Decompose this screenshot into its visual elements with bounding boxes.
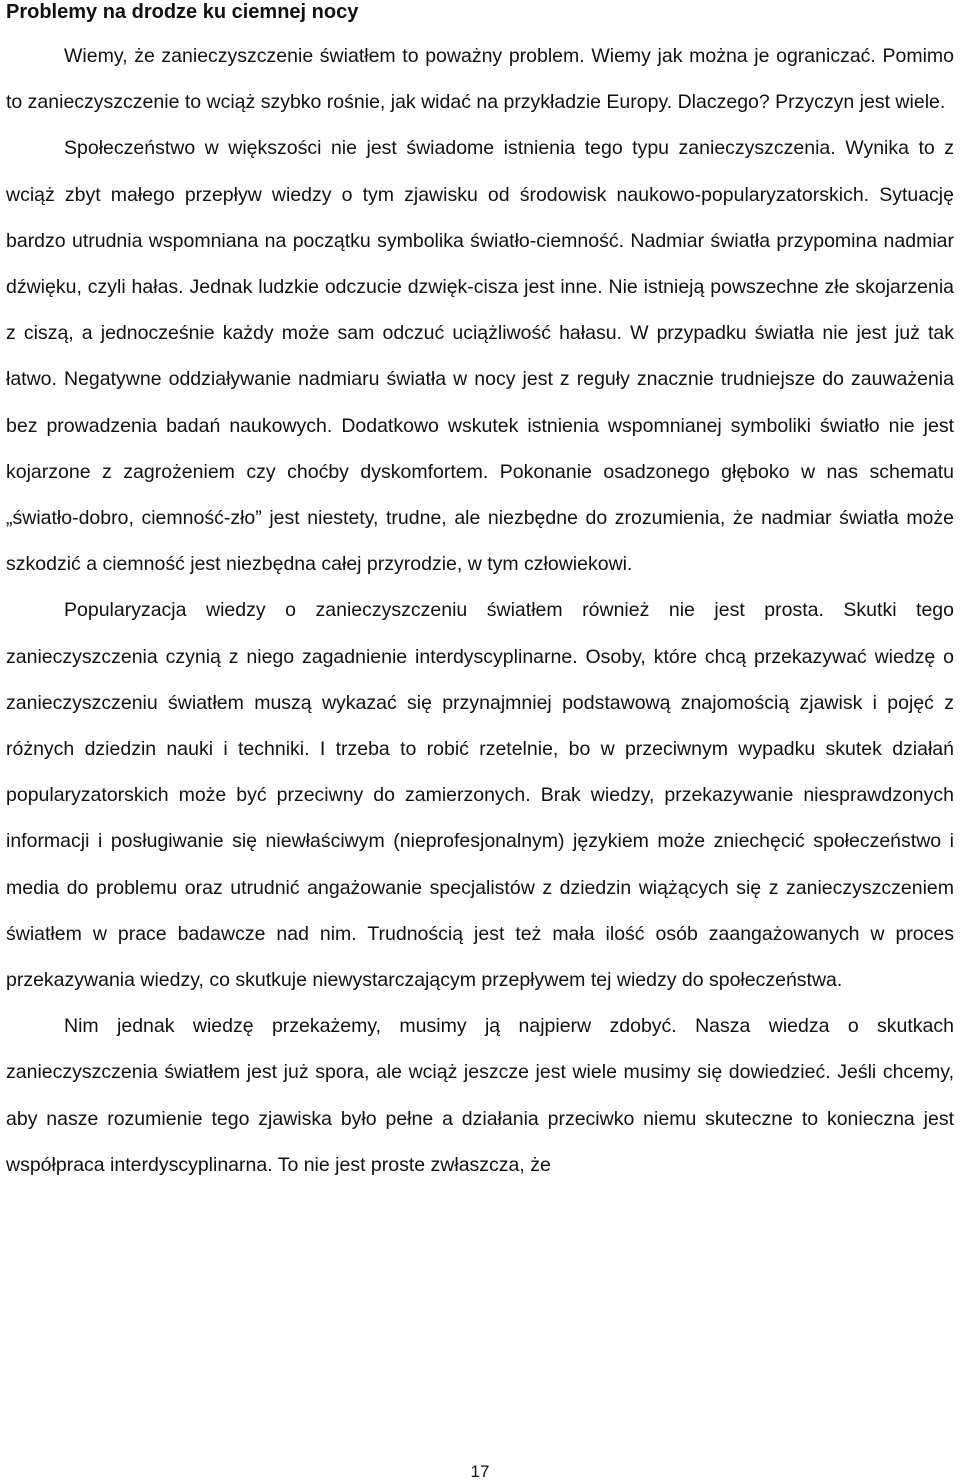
section-heading: Problemy na drodze ku ciemnej nocy	[6, 1, 359, 23]
paragraph-2: Społeczeństwo w większości nie jest świadome istnienia tego typu zanieczyszczenia. Wynika to z wciąż zbyt małego przepływ wiedzy o tym zjawisku od środowisk naukowo-popularyzatorskich. Sytuację bardzo utrudnia wspomniana na początku symbolika światło-ciemność. Nadmiar światła przypomina nadmiar dźwięku, czyli hałas. Jednak ludzkie odczucie dzwięk-cisza jest inne. Nie istnieją powszechne złe skojarzenia z ciszą, a jednocześnie każdy może sam odczuć uciążliwość hałasu. W przypadku światła nie jest już tak łatwo. Negatywne oddziaływanie nadmiaru światła w nocy jest z reguły znacznie trudniejsze do zauważenia bez prowadzenia badań naukowych. Dodatkowo wskutek istnienia wspomnianej symboliki światło nie jest kojarzone z zagrożeniem czy choćby dyskomfortem. Pokonanie osadzonego głęboko w nas schematu „światło-dobro, ciemność-zło” jest niestety, trudne, ale niezbędne do zrozumienia, że nadmiar światła może szkodzić a ciemność jest niezbędna całej przyrodzie, w tym człowiekowi.	[6, 137, 954, 576]
paragraph-4: Nim jednak wiedzę przekażemy, musimy ją najpierw zdobyć. Nasza wiedza o skutkach zanieczyszczenia światłem jest już spora, ale wciąż jeszcze jest wiele musimy się dowiedzieć. Jeśli chcemy, aby nasze rozumienie tego zjawiska było pełne a działania przeciwko niemu skuteczne to konieczna jest współpraca interdyscyplinarna. To nie jest proste zwłaszcza, że	[6, 1015, 954, 1176]
paragraph-3: Popularyzacja wiedzy o zanieczyszczeniu światłem również nie jest prosta. Skutki tego zanieczyszczenia czynią z niego zagadnienie interdyscyplinarne. Osoby, które chcą przekazywać wiedzę o zanieczyszczeniu światłem muszą wykazać się przynajmniej podstawową znajomością zjawisk i pojęć z różnych dziedzin nauki i techniki. I trzeba to robić rzetelnie, bo w przeciwnym wypadku skutek działań popularyzatorskich może być przeciwny do zamierzonych. Brak wiedzy, przekazywanie niesprawdzonych informacji i posługiwanie się niewłaściwym (nieprofesjonalnym) językiem może zniechęcić społeczeństwo i media do problemu oraz utrudnić angażowanie specjalistów z dziedzin wiążących się z zanieczyszczeniem światłem w prace badawcze nad nim. Trudnością jest też mała ilość osób zaangażowanych w proces przekazywania wiedzy, co skutkuje niewystarczającym przepływem tej wiedzy do społeczeństwa.	[6, 599, 954, 992]
document-page	[6, 0, 954, 1188]
paragraph-1: Wiemy, że zanieczyszczenie światłem to poważny problem. Wiemy jak można je ograniczać. Pomimo to zanieczyszczenie to wciąż szybko rośnie, jak widać na przykładzie Europy. Dlaczego? Przyczyn jest wiele.	[6, 45, 954, 114]
page-number: 17	[470, 1462, 490, 1481]
